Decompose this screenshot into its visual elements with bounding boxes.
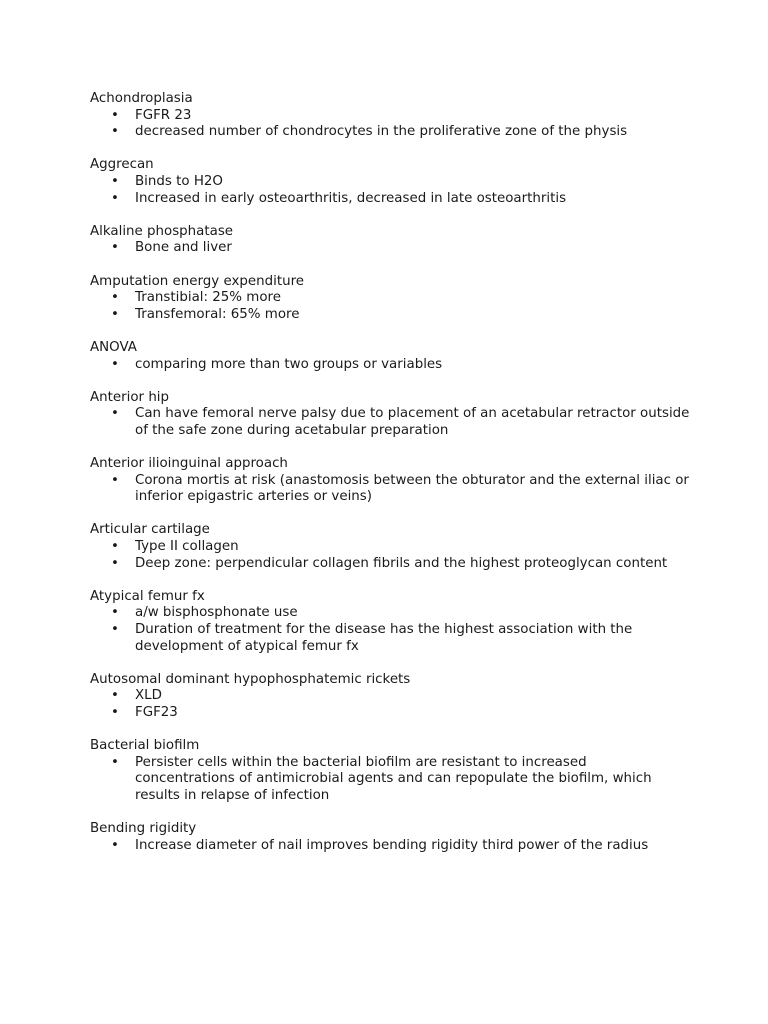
bullet-text: Increased in early osteoarthritis, decreased in late osteoarthritis (135, 190, 567, 206)
entry-bullet-list (90, 240, 690, 257)
entry-term: Anterior hip (90, 389, 170, 405)
entry-block (90, 274, 690, 324)
bullet-icon: • (111, 754, 119, 770)
bullet-item (90, 191, 690, 208)
bullet-item (90, 124, 690, 141)
bullet-icon: • (111, 688, 119, 704)
entry-term: Autosomal dominant hypophosphatemic rickets (90, 671, 411, 687)
entry-bullet-list (90, 539, 690, 572)
bullet-icon: • (111, 472, 119, 488)
bullet-text: Corona mortis at risk (anastomosis between the obturator and the external iliac or inferior epigastric arteries or veins) (135, 472, 689, 505)
entry-block (90, 672, 690, 722)
bullet-text: Persister cells within the bacterial biofilm are resistant to increased concentrations of antimicrobial agents and can repopulate the biofilm, which results in relapse of infection (135, 754, 652, 803)
bullet-text: Bone and liver (135, 240, 232, 256)
bullet-item (90, 838, 690, 855)
entry-bullet-list (90, 473, 690, 506)
entry-term: Alkaline phosphatase (90, 223, 234, 239)
bullet-icon: • (111, 622, 119, 637)
bullet-text: FGF23 (135, 704, 178, 720)
bullet-text: FGFR 23 (135, 107, 192, 123)
bullet-icon: • (111, 605, 119, 621)
entry-bullet-list (90, 290, 690, 323)
entry-block (90, 522, 690, 572)
bullet-item (90, 473, 690, 506)
bullet-icon: • (111, 306, 119, 322)
entry-bullet-list (90, 688, 690, 721)
entry-term: Bacterial biofilm (90, 738, 200, 754)
bullet-icon: • (111, 837, 119, 853)
bullet-item (90, 539, 690, 556)
bullet-item (90, 705, 690, 722)
bullet-item (90, 688, 690, 705)
entry-term: Anterior ilioinguinal approach (90, 456, 288, 472)
entry-block (90, 157, 690, 207)
entry-term: Articular cartilage (90, 522, 210, 538)
entry-term: Amputation energy expenditure (90, 273, 305, 289)
entry-term: Aggrecan (90, 157, 154, 173)
bullet-item (90, 622, 690, 655)
bullet-icon: • (111, 704, 119, 720)
bullet-icon: • (111, 240, 119, 256)
bullet-text: decreased number of chondrocytes in the proliferative zone of the physis (135, 124, 628, 140)
entry-block (90, 91, 690, 141)
bullet-icon: • (111, 539, 119, 555)
entry-bullet-list (90, 605, 690, 655)
bullet-item (90, 406, 690, 439)
bullet-text: a/w bisphosphonate use (135, 605, 298, 621)
bullet-text: Increase diameter of nail improves bending rigidity third power of the radius (135, 837, 649, 853)
entry-block (90, 821, 690, 854)
bullet-icon: • (111, 406, 119, 422)
bullet-item (90, 240, 690, 257)
bullet-icon: • (111, 107, 119, 123)
entry-term: Atypical femur fx (90, 588, 205, 604)
bullet-text: comparing more than two groups or variables (135, 356, 443, 372)
entry-bullet-list (90, 755, 690, 805)
entry-term: Bending rigidity (90, 821, 197, 837)
entry-block (90, 456, 690, 506)
bullet-item (90, 290, 690, 307)
bullet-item (90, 108, 690, 125)
entry-block (90, 738, 690, 804)
bullet-text: Binds to H2O (135, 173, 223, 189)
bullet-text: Deep zone: perpendicular collagen fibrils and the highest proteoglycan content (135, 555, 668, 571)
bullet-icon: • (111, 555, 119, 571)
bullet-item (90, 357, 690, 374)
entry-term: Achondroplasia (90, 91, 193, 106)
entry-block (90, 340, 690, 373)
bullet-text: Duration of treatment for the disease has the highest association with the development of atypical femur fx (135, 622, 633, 654)
bullet-icon: • (111, 190, 119, 206)
bullet-text: Transfemoral: 65% more (135, 306, 300, 322)
bullet-item (90, 174, 690, 191)
document-page (90, 91, 690, 871)
bullet-icon: • (111, 356, 119, 372)
bullet-text: Can have femoral nerve palsy due to placement of an acetabular retractor outside of the safe zone during acetabular preparation (135, 406, 690, 438)
bullet-text: XLD (135, 688, 162, 704)
bullet-icon: • (111, 290, 119, 306)
bullet-icon: • (111, 124, 119, 140)
entry-bullet-list (90, 174, 690, 207)
bullet-text: Transtibial: 25% more (135, 290, 281, 306)
entry-list (90, 91, 690, 854)
bullet-icon: • (111, 173, 119, 189)
entry-block (90, 589, 690, 655)
entry-bullet-list (90, 838, 690, 855)
bullet-text: Type II collagen (135, 539, 239, 555)
bullet-item (90, 755, 690, 805)
entry-term: ANOVA (90, 339, 137, 355)
entry-bullet-list (90, 357, 690, 374)
bullet-item (90, 605, 690, 622)
entry-block (90, 224, 690, 257)
entry-bullet-list (90, 406, 690, 439)
entry-block (90, 390, 690, 440)
entry-bullet-list (90, 108, 690, 141)
bullet-item (90, 556, 690, 573)
bullet-item (90, 307, 690, 324)
